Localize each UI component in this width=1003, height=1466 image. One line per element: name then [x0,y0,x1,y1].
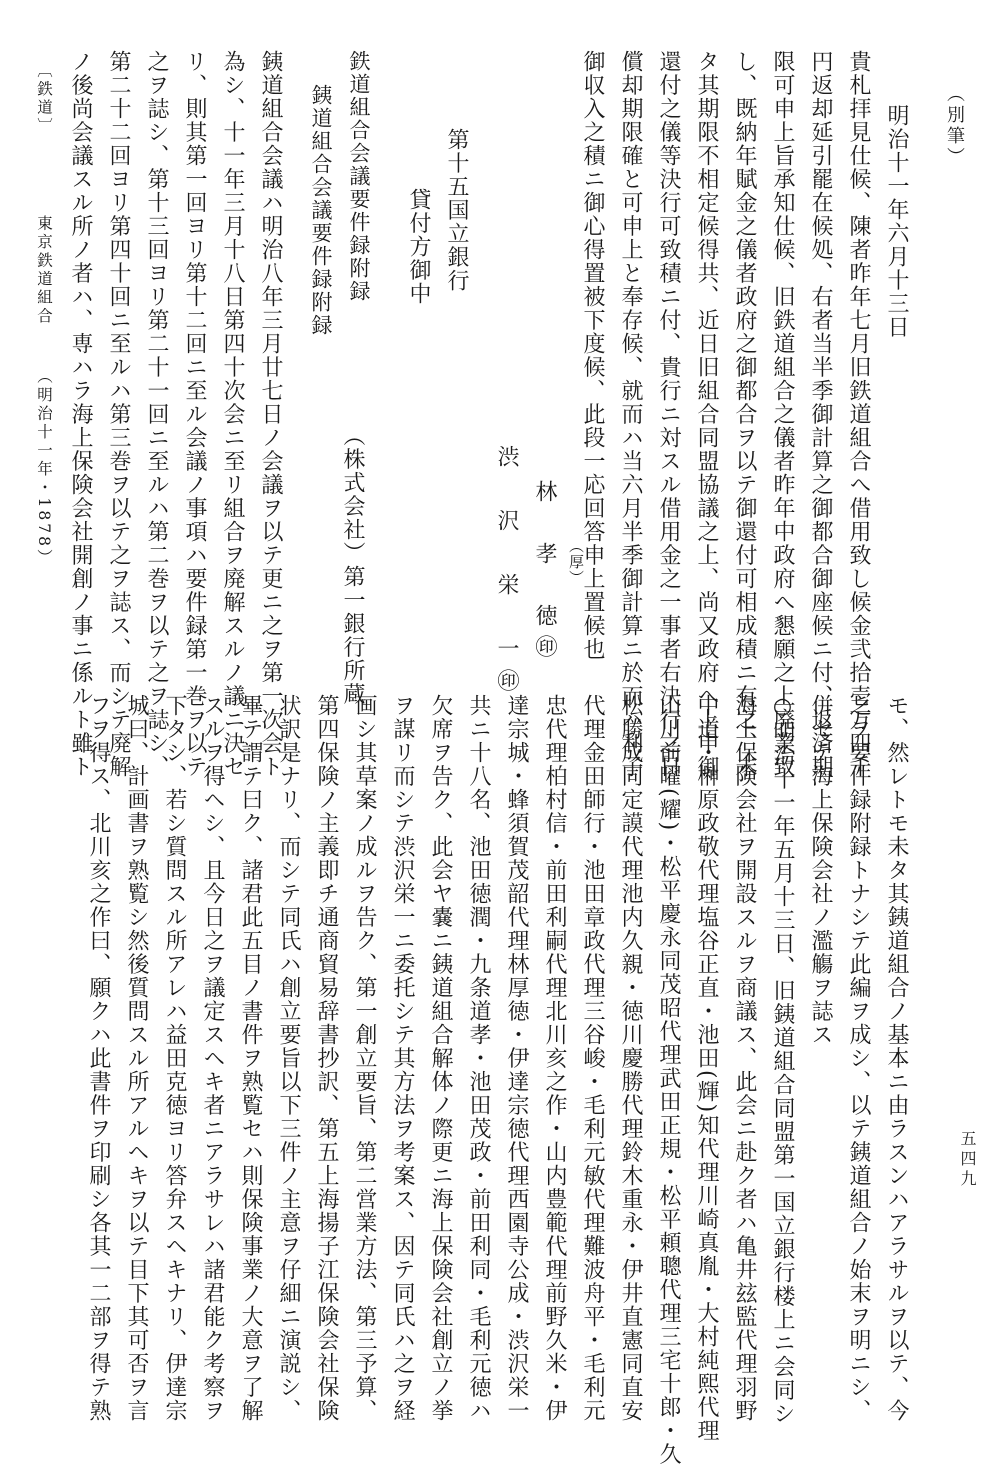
addressee-bank: 第十五国立銀行 [444,128,469,293]
section-subheading: 銕道組合会議要件録附録 [309,84,333,337]
bottom-line-12: 共ニ十八名、池田徳潤・九条道孝・池田茂政・前田利同・毛利元徳ハ [466,694,491,1423]
bottom-line-2: 之ヲ要件録附録トナシテ此編ヲ成シ、以テ銕道組合ノ始末ヲ明ニシ、 [846,694,871,1423]
letter-line-1: 貴札拝見仕候、陳者昨年七月旧鉄道組合へ借用致し候金弐拾壱万四千 [846,50,871,779]
body-line-6: ノ後尚会議スル所ノ者ハ、専ハラ海上保険会社開創ノ事ニ係ルト雖ト [68,50,93,779]
running-head-title: 東京鉄道組合 [35,215,53,326]
bottom-line-20: 下タシ、若シ質問スル所アレハ益田克徳ヨリ答弁スヘキナリ、伊達宗 [162,694,187,1423]
bottom-line-22: フヲ得ス、北川亥之作曰、願クハ此書件ヲ印刷シ各其一二部ヲ得テ熟 [86,694,111,1423]
letter-date: 明治十一年六月十三日 [884,104,909,339]
bottom-line-11: 達宗城・蜂須賀茂韶代理林厚徳・伊達宗徳代理西園寺公成・渋沢栄一 [504,694,529,1423]
bottom-line-3: 併セテ海上保険会社ノ濫觴ヲ誌ス [808,694,833,1047]
bottom-line-6: 中道・榊原政敬代理塩谷正直・池田(輝)知代理川崎真胤・大村純熙代理 [694,694,719,1443]
bottom-line-1: モ、然レトモ未タ其銕道組合ノ基本ニ由ラスンハアラサルヲ以テ、今 [884,694,909,1423]
section-heading: 鉄道組合会議要件録附録 [347,50,371,303]
bottom-line-5: 海上保険会社ヲ開設スルヲ商議ス、此会ニ赴ク者ハ亀井玆監代理羽野 [732,694,757,1423]
letter-line-7: 償却期限確と可申上と奉存候、就而ハ当六月半季御計算ニ於而ハ利子 [618,50,643,779]
bottom-line-9: 代理金田師行・池田章政代理三谷峻・毛利元敏代理難波舟平・毛利元 [580,694,605,1423]
letter-line-8: 御収入之積ニ御心得置被下度候、此段一応回答申上置候也 [580,50,605,661]
bottom-line-10: 忠代理柏村信・前田利嗣代理北川亥之作・山内豊範代理前野久米・伊 [542,694,567,1423]
bottom-line-8: 松勝成同定謨代理池内久親・徳川慶勝代理鈴木重永・伊井直憲同直安 [618,694,643,1423]
body-line-2: 為シ、十一年三月十八日第四十次会ニ至リ組合ヲ廃解スルノ議ニ決セ [220,50,245,779]
body-line-5: 第二十二回ヨリ第四十回ニ至ルハ第三巻ヲ以テ之ヲ誌ス、而シテ廃解 [106,50,131,779]
bottom-line-4: ○明治十一年五月十三日、旧銕道組合同盟第一国立銀行楼上ニ会同シ [770,694,795,1426]
letter-line-4: し、既納年賦金之儀者政府之御都合ヲ以テ御還付可相成積ニ有之、未 [732,50,757,779]
bottom-line-13: 欠席ヲ告ク、此会ヤ嚢ニ銕道組合解体ノ際更ニ海上保険会社創立ノ挙 [428,694,453,1423]
annotation-bessatsu: （別筆） [944,84,965,168]
signature-hayashi: 林 孝 徳㊞ [532,480,557,666]
bottom-line-16: 第四保険ノ主義即チ通商貿易辞書抄訳、第五上海揚子江保険会社保険 [314,694,339,1423]
signature-hayashi-note: （厚） [567,538,585,586]
bottom-line-17: 状訳是ナリ、而シテ同氏ハ創立要旨以下三件ノ主意ヲ仔細ニ演説シ、 [276,694,301,1423]
bottom-line-14: ヲ謀リ而シテ渋沢栄一ニ委托シテ其方法ヲ考案ス、因テ同氏ハ之ヲ経 [390,694,415,1423]
bottom-line-21: 城曰、計画書ヲ熟覧シ然後質問スル所アルヘキヲ以テ目下其可否ヲ言 [124,694,149,1423]
letter-line-5: タ其期限不相定候得共、近日旧組合同盟協議之上、尚又政府へ上申御 [694,50,719,779]
bottom-line-18: 畢テ謂テ曰ク、諸君此五目ノ書件ヲ熟覧セハ則保険事業ノ大意ヲ了解 [238,694,263,1423]
body-line-3: リ、則其第一回ヨリ第十二回ニ至ル会議ノ事項ハ要件録第一巻ヲ以テ [182,50,207,779]
running-head-date: （明治十一年・1878） [35,368,53,568]
addressee-dept: 貸付方御中 [406,188,431,306]
letter-line-6: 還付之儀等決行可致積ニ付、貴行ニ対スル借用金之一事者右決行之日 [656,50,681,779]
bottom-line-19: スルヲ得ヘシ、且今日之ヲ議定スヘキ者ニアラサレハ諸君能ク考察ヲ [200,694,225,1423]
bottom-line-15: 画シ其草案ノ成ルヲ告ク、第一創立要旨、第二営業方法、第三予算、 [352,694,377,1423]
page-number: 五四九 [958,1130,977,1190]
signature-shibusawa: 渋 沢 栄 一㊞ [494,445,519,701]
body-line-1: 銕道組合会議ハ明治八年三月廿七日ノ会議ヲ以テ更ニ之ヲ第一次会ト [258,50,283,779]
body-line-4: 之ヲ誌シ、第十三回ヨリ第二十一回ニ至ルハ第二巻ヲ以テ之ヲ誌シ、 [144,50,169,779]
bottom-line-7: 山川前曜(耀)・松平慶永同茂昭代理武田正規・松平頼聰代理三宅十郎・久 [656,694,681,1466]
letter-line-3: 限可申上旨承知仕候、旧鉄道組合之儀者昨年中政府へ懇願之上廃業致 [770,50,795,779]
letter-line-2: 円返却延引罷在候処、右者当半季御計算之御都合御座候ニ付、返済期 [808,50,833,779]
source-note: （株式会社）第一銀行所蔵 [340,424,365,706]
running-head-section: 〔鉄道〕 [35,62,53,136]
